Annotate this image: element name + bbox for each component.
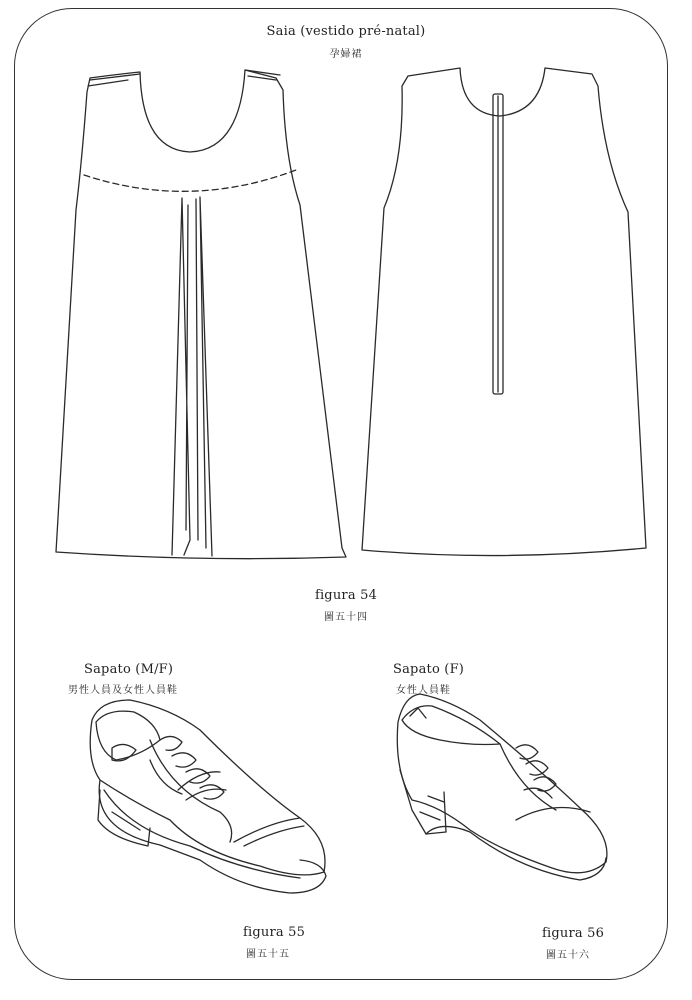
figure-54-label: figura 54 [314,588,378,603]
figure-56-sublabel: 圖五十六 [546,950,590,961]
figure-54-sublabel: 圖五十四 [324,612,368,623]
skirt-title: Saia (vestido pré-natal) [266,24,426,39]
shoe-f-drawing [397,694,607,880]
shoe-mf-subtitle: 男性人員及女性人員鞋 [68,685,178,696]
dress-front-drawing [56,70,346,559]
shoe-mf-drawing [90,700,326,893]
dress-back-drawing [362,68,646,556]
figure-55-sublabel: 圖五十五 [246,949,290,960]
figure-56-label: figura 56 [542,926,605,941]
shoe-mf-title: Sapato (M/F) [84,662,174,677]
shoe-f-subtitle: 女性人員鞋 [396,685,451,696]
skirt-subtitle: 孕婦裙 [329,49,363,60]
figure-55-label: figura 55 [243,925,306,940]
shoe-f-title: Sapato (F) [393,662,465,677]
